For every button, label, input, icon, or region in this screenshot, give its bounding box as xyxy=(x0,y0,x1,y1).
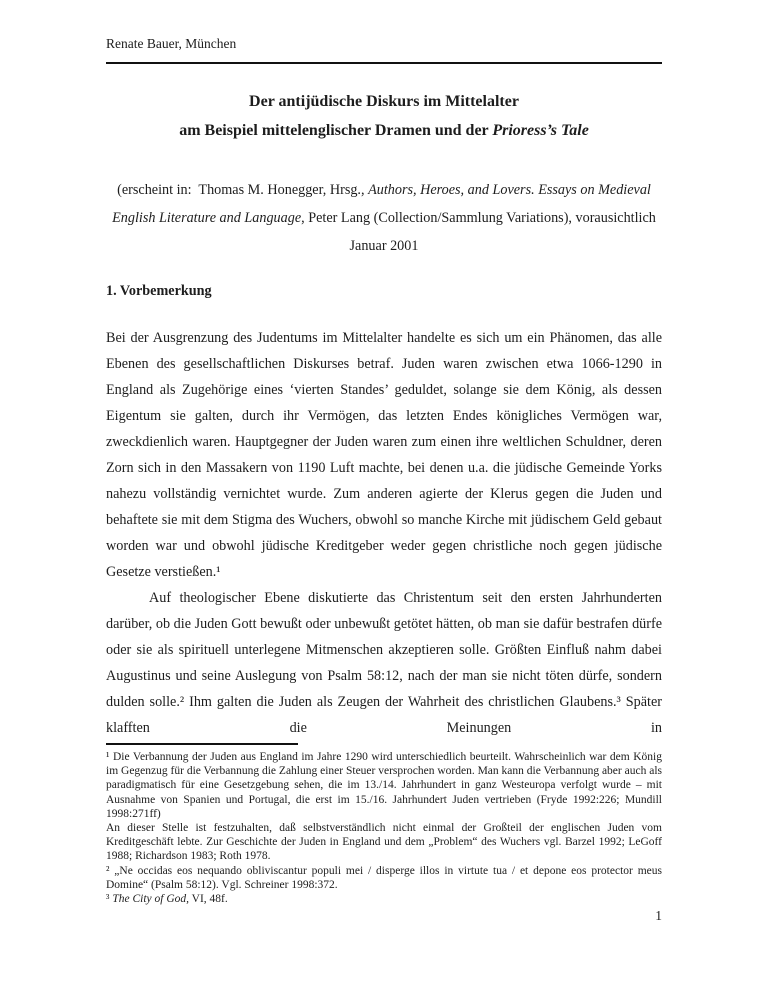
footnote-separator xyxy=(106,743,298,745)
page-title xyxy=(106,87,662,145)
title-line-2-text: am Beispiel mittelenglischer Dramen und der xyxy=(179,122,493,139)
section-heading: 1. Vorbemerkung xyxy=(106,283,212,299)
footnote-1: ¹ Die Verbannung der Juden aus England im Jahre 1290 wird unterschiedlich beurteilt. Wahrscheinlich war dem König im Gegenzug für die Verbannung die Zahlung einer Steuer versprochen worden. Man kann die Verbannung aber auch als paradigmatisch für eine Gesetzgebung sehen, die im 13./14. Jahrhundert in ganz Westeuropa verfolgt wurde – mit Ausnahme von Spanien und Portugal, die erst im 15./16. Jahrhundert Juden vertrieben (Fryde 1992:226; Mundill 1998:271ff) xyxy=(106,751,662,820)
body-paragraph-2: Auf theologischer Ebene diskutierte das Christentum seit den ersten Jahrhunderten darüber, ob die Juden Gott bewußt oder unbewußt getötet hätten, ob man sie dafür bestrafen dürfe oder sie als spirituell unterlegene Mitmenschen akzeptieren solle. Größten Einfluß nahm dabei Augustinus und seine Auslegung von Psalm 58:12, nach der man sie nicht töten dürfe, sondern dulden solle.² Ihm galten die Juden als Zeugen der Wahrheit des christlichen Glaubens.³ Später klafften die Meinungen in xyxy=(106,590,662,736)
footnote-1-continuation: An dieser Stelle ist festzuhalten, daß selbstverständlich nicht einmal der Großteil der englischen Juden vom Kreditgeschäft lebte. Zur Geschichte der Juden in England und dem „Problem“ des Wuchers vgl. Barzel 1992; LeGoff 1988; Richardson 1983; Roth 1978. xyxy=(106,822,662,863)
footnote-3-work-title: The City of God, xyxy=(112,893,189,906)
title-line-2-work-title: Prioress’s Tale xyxy=(492,122,589,139)
page-content xyxy=(106,0,662,924)
footnote-3 xyxy=(106,892,662,906)
title-line-2 xyxy=(106,116,662,145)
publication-work-title: Authors, Heroes, and Lovers. Essays on Medieval English Literature and Language xyxy=(112,182,651,226)
header-rule xyxy=(106,62,662,64)
publication-suffix: , Peter Lang (Collection/Sammlung Variations), vorausichtlich Januar 2001 xyxy=(301,210,656,254)
footnotes-block xyxy=(106,750,662,906)
footnote-3-marker: ³ xyxy=(106,893,113,906)
publication-note xyxy=(110,176,658,260)
footnote-2: ² „Ne occidas eos nequando obliviscantur populi mei / disperge illos in virtute tua / et depone eos protector meus Domine“ (Psalm 58:12). Vgl. Schreiner 1998:372. xyxy=(106,864,662,891)
publication-prefix: (erscheint in: Thomas M. Honegger, Hrsg., xyxy=(117,182,369,198)
author-line: Renate Bauer, München xyxy=(106,36,237,51)
page-number: 1 xyxy=(655,908,662,924)
body-paragraph-1: Bei der Ausgrenzung des Judentums im Mittelalter handelte es sich um ein Phänomen, das alle Ebenen des gesellschaftlichen Diskurses betraf. Juden waren zwischen etwa 1066-1290 in England als Zugehörige eines ‘vierten Standes’ geduldet, solange sie dem König, als dessen Eigentum sie galten, durch ihr Vermögen, das letzten Endes königliches Vermögen war, zweckdienlich waren. Hauptgegner der Juden waren zum einen ihre weltlichen Schuldner, deren Zorn sich in den Massakern von 1190 Luft machte, bei denen u.a. die jüdische Gemeinde Yorks nahezu vollständig vernichtet wurde. Zum anderen agierte der Klerus gegen die Juden und behaftete sie mit dem Stigma des Wuchers, obwohl so manche Kirche mit jüdischem Geld gebaut worden war und obwohl jüdische Kreditgeber weder gegen christliche noch gegen jüdische Gesetze verstießen.¹ xyxy=(106,330,662,580)
title-line-1: Der antijüdische Diskurs im Mittelalter xyxy=(249,93,519,110)
footnote-3-rest: VI, 48f. xyxy=(189,893,228,906)
